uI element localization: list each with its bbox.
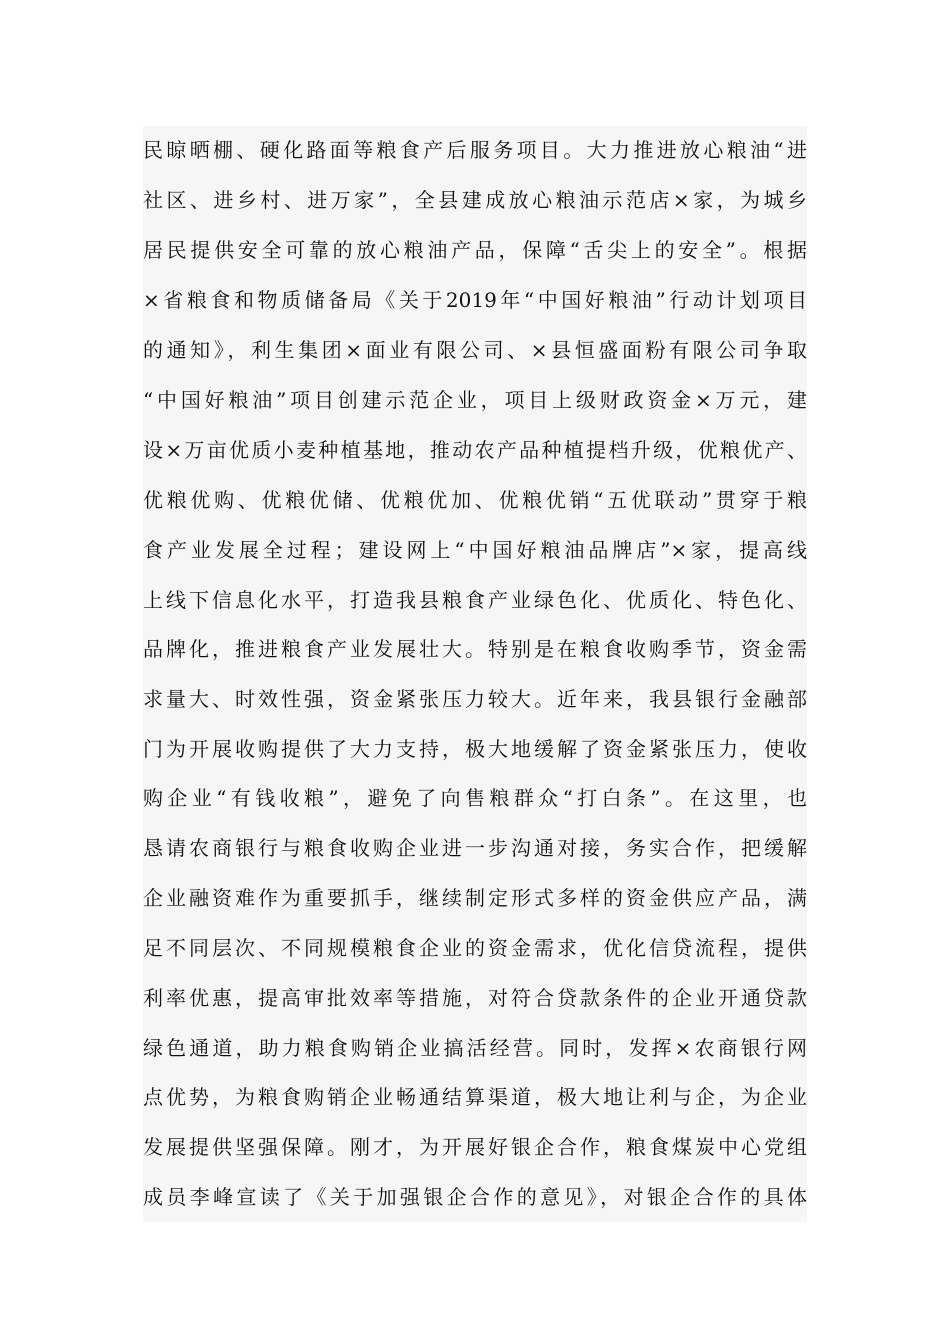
text-line: 居民提供安全可靠的放心粮油产品，保障“舌尖上的安全”。根据: [143, 238, 807, 262]
text-line: 品牌化，推进粮食产业发展壮大。特别是在粮食收购季节，资金需: [143, 637, 807, 661]
text-line: “中国好粮油”项目创建示范企业，项目上级财政资金×万元，建: [143, 388, 807, 412]
text-line: 上线下信息化水平，打造我县粮食产业绿色化、优质化、特色化、: [143, 588, 807, 612]
text-line: ×省粮食和物质储备局《关于2019年“中国好粮油”行动计划项目: [143, 288, 807, 312]
text-line: 求量大、时效性强，资金紧张压力较大。近年来，我县银行金融部: [143, 687, 807, 711]
text-line: 绿色通道，助力粮食购销企业搞活经营。同时，发挥×农商银行网: [143, 1036, 807, 1060]
text-line: 企业融资难作为重要抓手，继续制定形式多样的资金供应产品，满: [143, 886, 807, 910]
text-line: 恳请农商银行与粮食收购企业进一步沟通对接，务实合作，把缓解: [143, 836, 807, 860]
text-line: 食产业发展全过程；建设网上“中国好粮油品牌店”×家，提高线: [143, 538, 807, 562]
text-line: 门为开展收购提供了大力支持，极大地缓解了资金紧张压力，使收: [143, 737, 807, 761]
text-line: 民晾晒棚、硬化路面等粮食产后服务项目。大力推进放心粮油“进: [143, 138, 807, 162]
text-line: 设×万亩优质小麦种植基地，推动农产品种植提档升级，优粮优产、: [143, 438, 807, 462]
text-line: 成员李峰宣读了《关于加强银企合作的意见》，对银企合作的具体: [143, 1185, 807, 1209]
text-line: 购企业“有钱收粮”，避免了向售粮群众“打白条”。在这里，也: [143, 786, 807, 810]
text-line: 优粮优购、优粮优储、优粮优加、优粮优销“五优联动”贯穿于粮: [143, 488, 807, 512]
text-line: 的通知》，利生集团×面业有限公司、×县恒盛面粉有限公司争取: [143, 338, 807, 362]
text-line: 足不同层次、不同规模粮食企业的资金需求，优化信贷流程，提供: [143, 936, 807, 960]
text-line: 点优势，为粮食购销企业畅通结算渠道，极大地让利与企，为企业: [143, 1085, 807, 1109]
text-line: 利率优惠，提高审批效率等措施，对符合贷款条件的企业开通贷款: [143, 986, 807, 1010]
text-line: 发展提供坚强保障。刚才，为开展好银企合作，粮食煤炭中心党组: [143, 1135, 807, 1159]
text-line: 社区、进乡村、进万家”，全县建成放心粮油示范店×家，为城乡: [143, 188, 807, 212]
